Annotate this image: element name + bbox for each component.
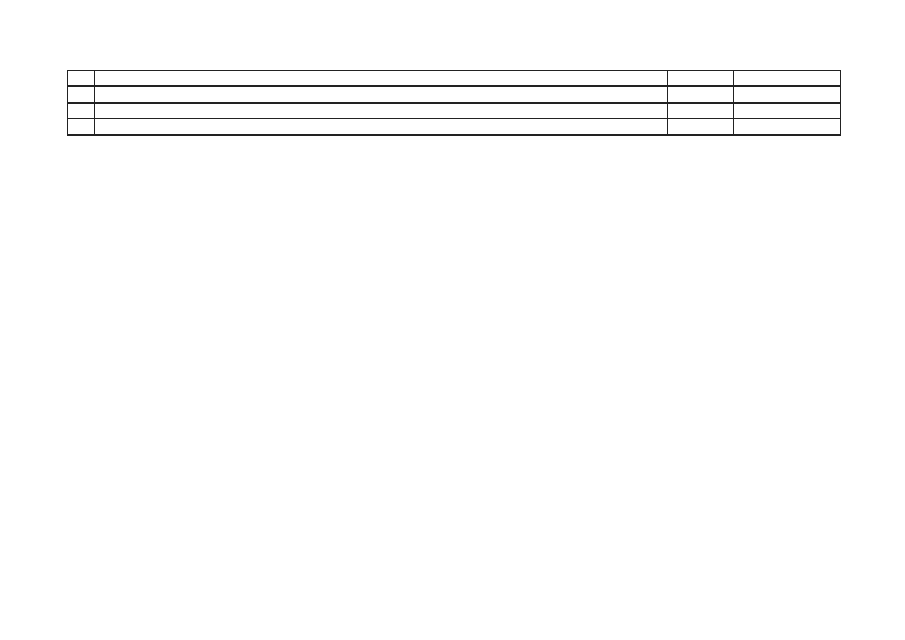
total-value (668, 134, 734, 135)
total-code-cell (734, 134, 841, 135)
spacer-row (68, 103, 841, 118)
roads-table (67, 70, 841, 136)
spacer-row (68, 119, 841, 134)
total-row (68, 134, 841, 135)
spacer-row (68, 87, 841, 102)
total-num-cell (68, 134, 95, 135)
total-label (95, 134, 668, 135)
spacer-row (68, 71, 841, 86)
roads-table-total-2 (68, 119, 841, 135)
roads-table-total-1 (68, 71, 841, 119)
